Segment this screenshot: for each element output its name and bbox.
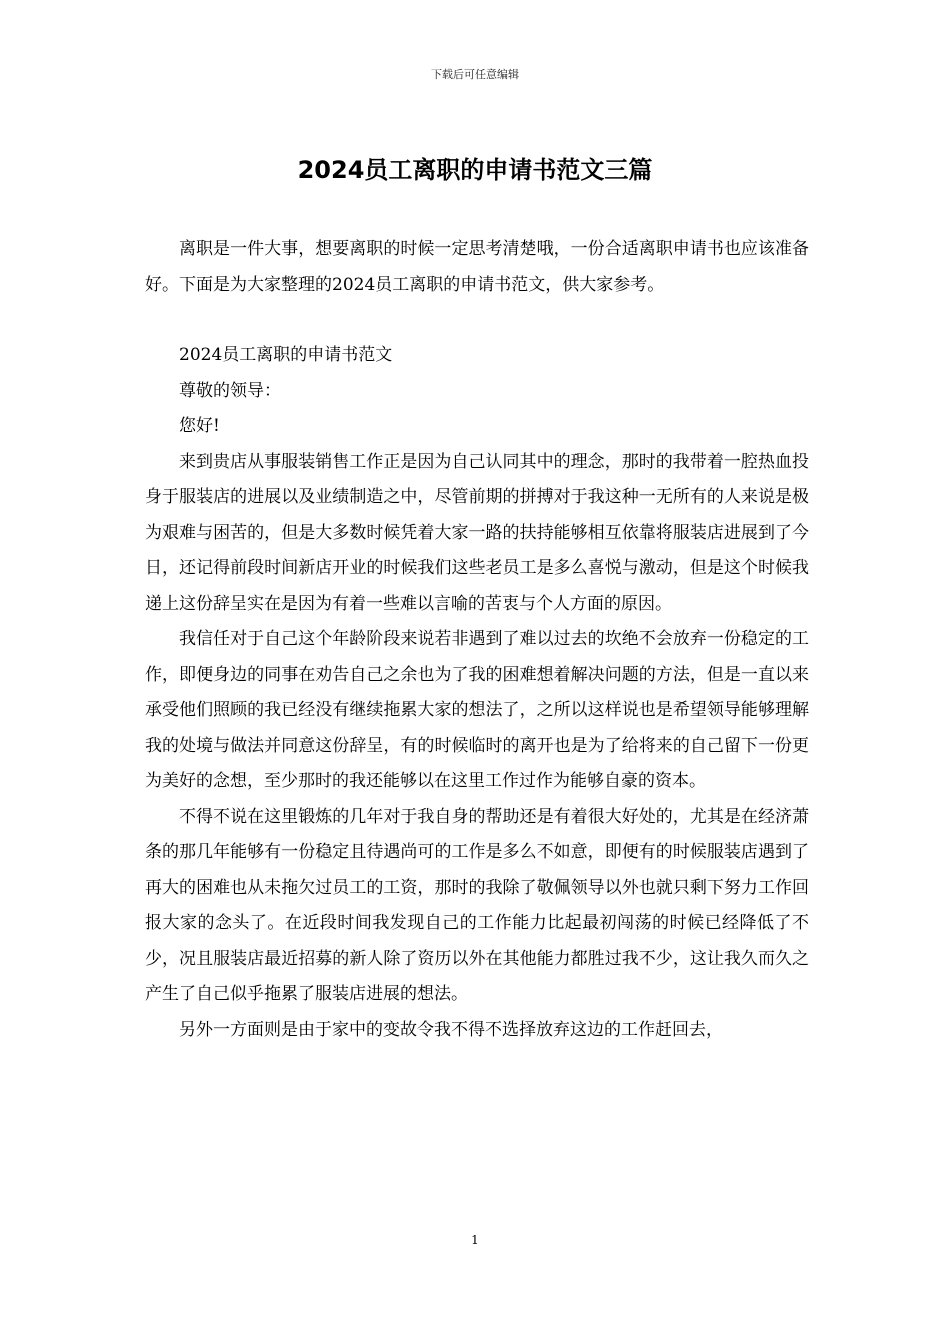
intro-paragraph: 离职是一件大事，想要离职的时候一定思考清楚哦，一份合适离职申请书也应该准备好。下面是为大家整理的2024员工离职的申请书范文，供大家参考。: [145, 239, 809, 295]
greeting: 您好!: [179, 416, 220, 436]
salutation: 尊敬的领导：: [179, 380, 281, 401]
body-paragraph: 来到贵店从事服装销售工作正是因为自己认同其中的理念，那时的我带着一腔热血投身于服装店的进展以及业绩制造之中，尽管前期的拼搏对于我这种一无所有的人来说是极为艰难与困苦的，但是大多数时候凭着大家一路的扶持能够相互依靠将服装店进展到了今日，还记得前段时间新店开业的时候我们这些老员工是多么喜悦与激动，但是这个时候我递上这份辞呈实在是因为有着一些难以言喻的苦衷与个人方面的原因。: [145, 451, 809, 614]
body-paragraph: 不得不说在这里锻炼的几年对于我自身的帮助还是有着很大好处的，尤其是在经济萧条的那几年能够有一份稳定且待遇尚可的工作是多么不如意，即便有的时候服装店遇到了再大的困难也从未拖欠过员工的工资，那时的我除了敬佩领导以外也就只剩下努力工作回报大家的念头了。在近段时间我发现自己的工作能力比起最初闯荡的时候已经降低了不少，况且服装店最近招募的新人除了资历以外在其他能力都胜过我不少，这让我久而久之产生了自己似乎拖累了服装店进展的想法。: [145, 806, 809, 1004]
page-header-note: 下载后可任意编辑: [431, 68, 519, 81]
document-body: [145, 232, 809, 1048]
body-paragraph: 我信任对于自己这个年龄阶段来说若非遇到了难以过去的坎绝不会放弃一份稳定的工作，即便身边的同事在劝告自己之余也为了我的困难想着解决问题的方法，但是一直以来承受他们照顾的我已经没有继续拖累大家的想法了，之所以这样说也是希望领导能够理解我的处境与做法并同意这份辞呈，有的时候临时的离开也是为了给将来的自己留下一份更为美好的念想，至少那时的我还能够以在这里工作过作为能够自豪的资本。: [145, 629, 809, 791]
body-paragraph: 另外一方面则是由于家中的变故令我不得不选择放弃这边的工作赶回去，: [179, 1019, 723, 1040]
document-title: 2024员工离职的申请书范文三篇: [297, 156, 653, 184]
page-number: 1: [471, 1233, 479, 1247]
section-heading: 2024员工离职的申请书范文: [179, 345, 393, 365]
